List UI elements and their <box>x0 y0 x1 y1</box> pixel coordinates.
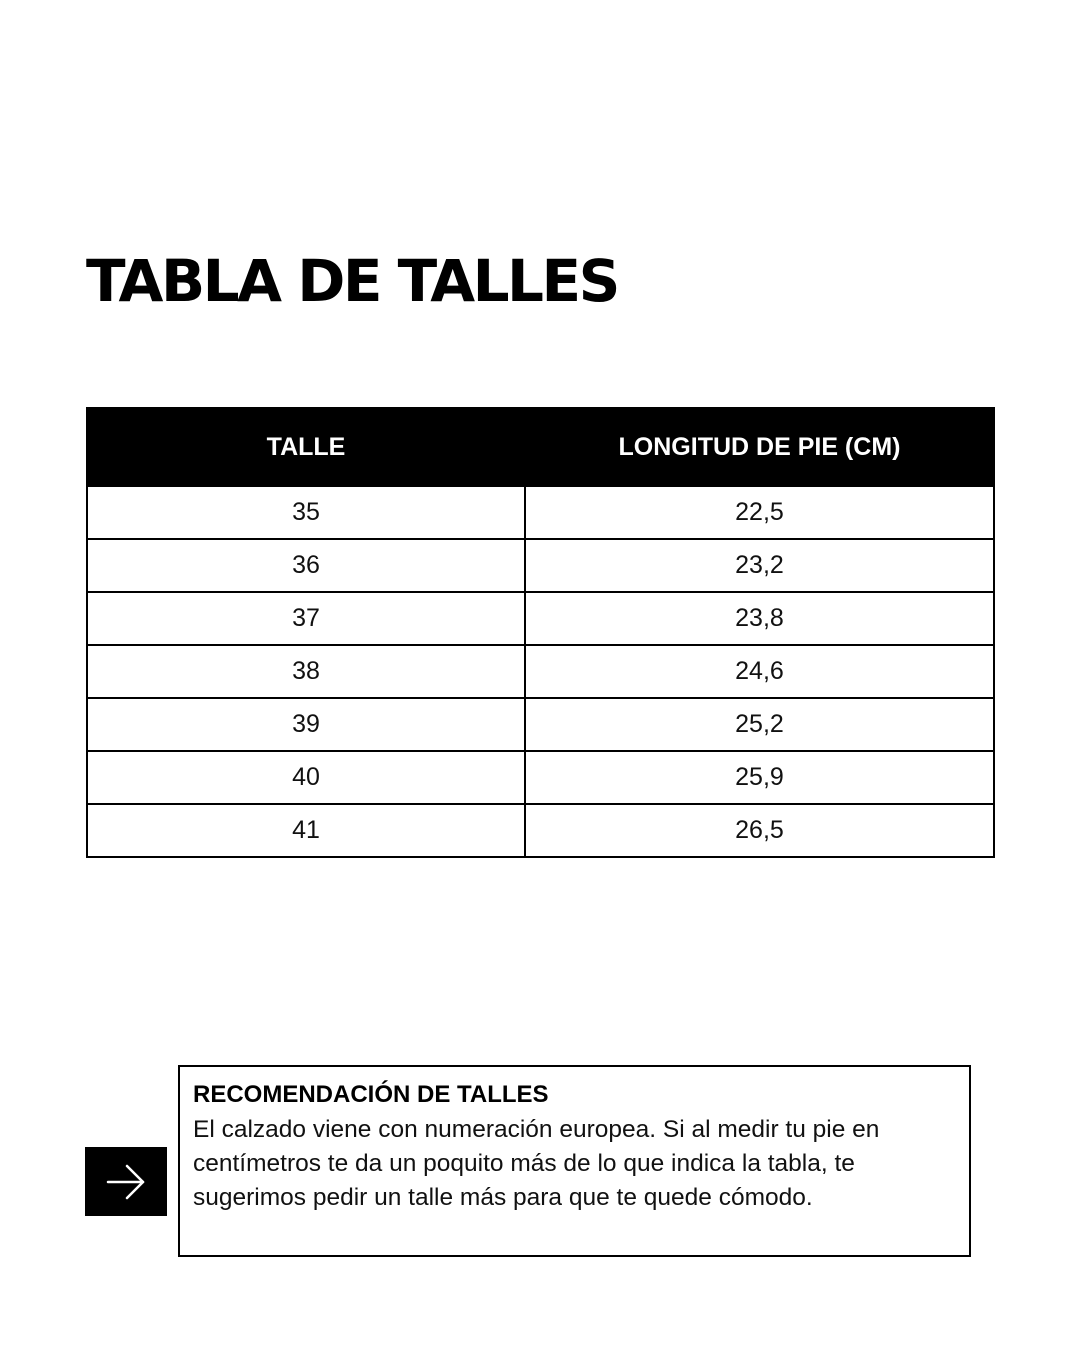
table-row <box>87 751 994 804</box>
recommendation-title: RECOMENDACIÓN DE TALLES <box>193 1081 549 1108</box>
table-row <box>87 804 994 857</box>
size-cell: 40 <box>87 751 525 804</box>
size-cell: 39 <box>87 698 525 751</box>
arrow-badge <box>85 1147 167 1216</box>
foot-length-cell: 25,9 <box>525 751 994 804</box>
table-row <box>87 592 994 645</box>
table-row <box>87 698 994 751</box>
size-cell: 37 <box>87 592 525 645</box>
table-header-row <box>87 408 994 486</box>
column-header-foot-length: LONGITUD DE PIE (CM) <box>525 408 994 486</box>
column-header-size: TALLE <box>87 408 525 486</box>
table-row <box>87 539 994 592</box>
size-cell: 41 <box>87 804 525 857</box>
page-title: TABLA DE TALLES <box>86 247 618 315</box>
foot-length-cell: 24,6 <box>525 645 994 698</box>
size-cell: 38 <box>87 645 525 698</box>
table-row <box>87 486 994 539</box>
foot-length-cell: 23,2 <box>525 539 994 592</box>
arrow-right-icon <box>104 1162 148 1202</box>
foot-length-cell: 22,5 <box>525 486 994 539</box>
foot-length-cell: 26,5 <box>525 804 994 857</box>
recommendation-text: El calzado viene con numeración europea. Si al medir tu pie en centímetros te da un poquito más de lo que indica la tabla, te sugerimos pedir un talle más para que te quede cómodo. <box>193 1116 880 1211</box>
size-cell: 35 <box>87 486 525 539</box>
size-table <box>86 407 995 858</box>
foot-length-cell: 23,8 <box>525 592 994 645</box>
recommendation-box <box>178 1065 971 1257</box>
foot-length-cell: 25,2 <box>525 698 994 751</box>
size-cell: 36 <box>87 539 525 592</box>
table-row <box>87 645 994 698</box>
